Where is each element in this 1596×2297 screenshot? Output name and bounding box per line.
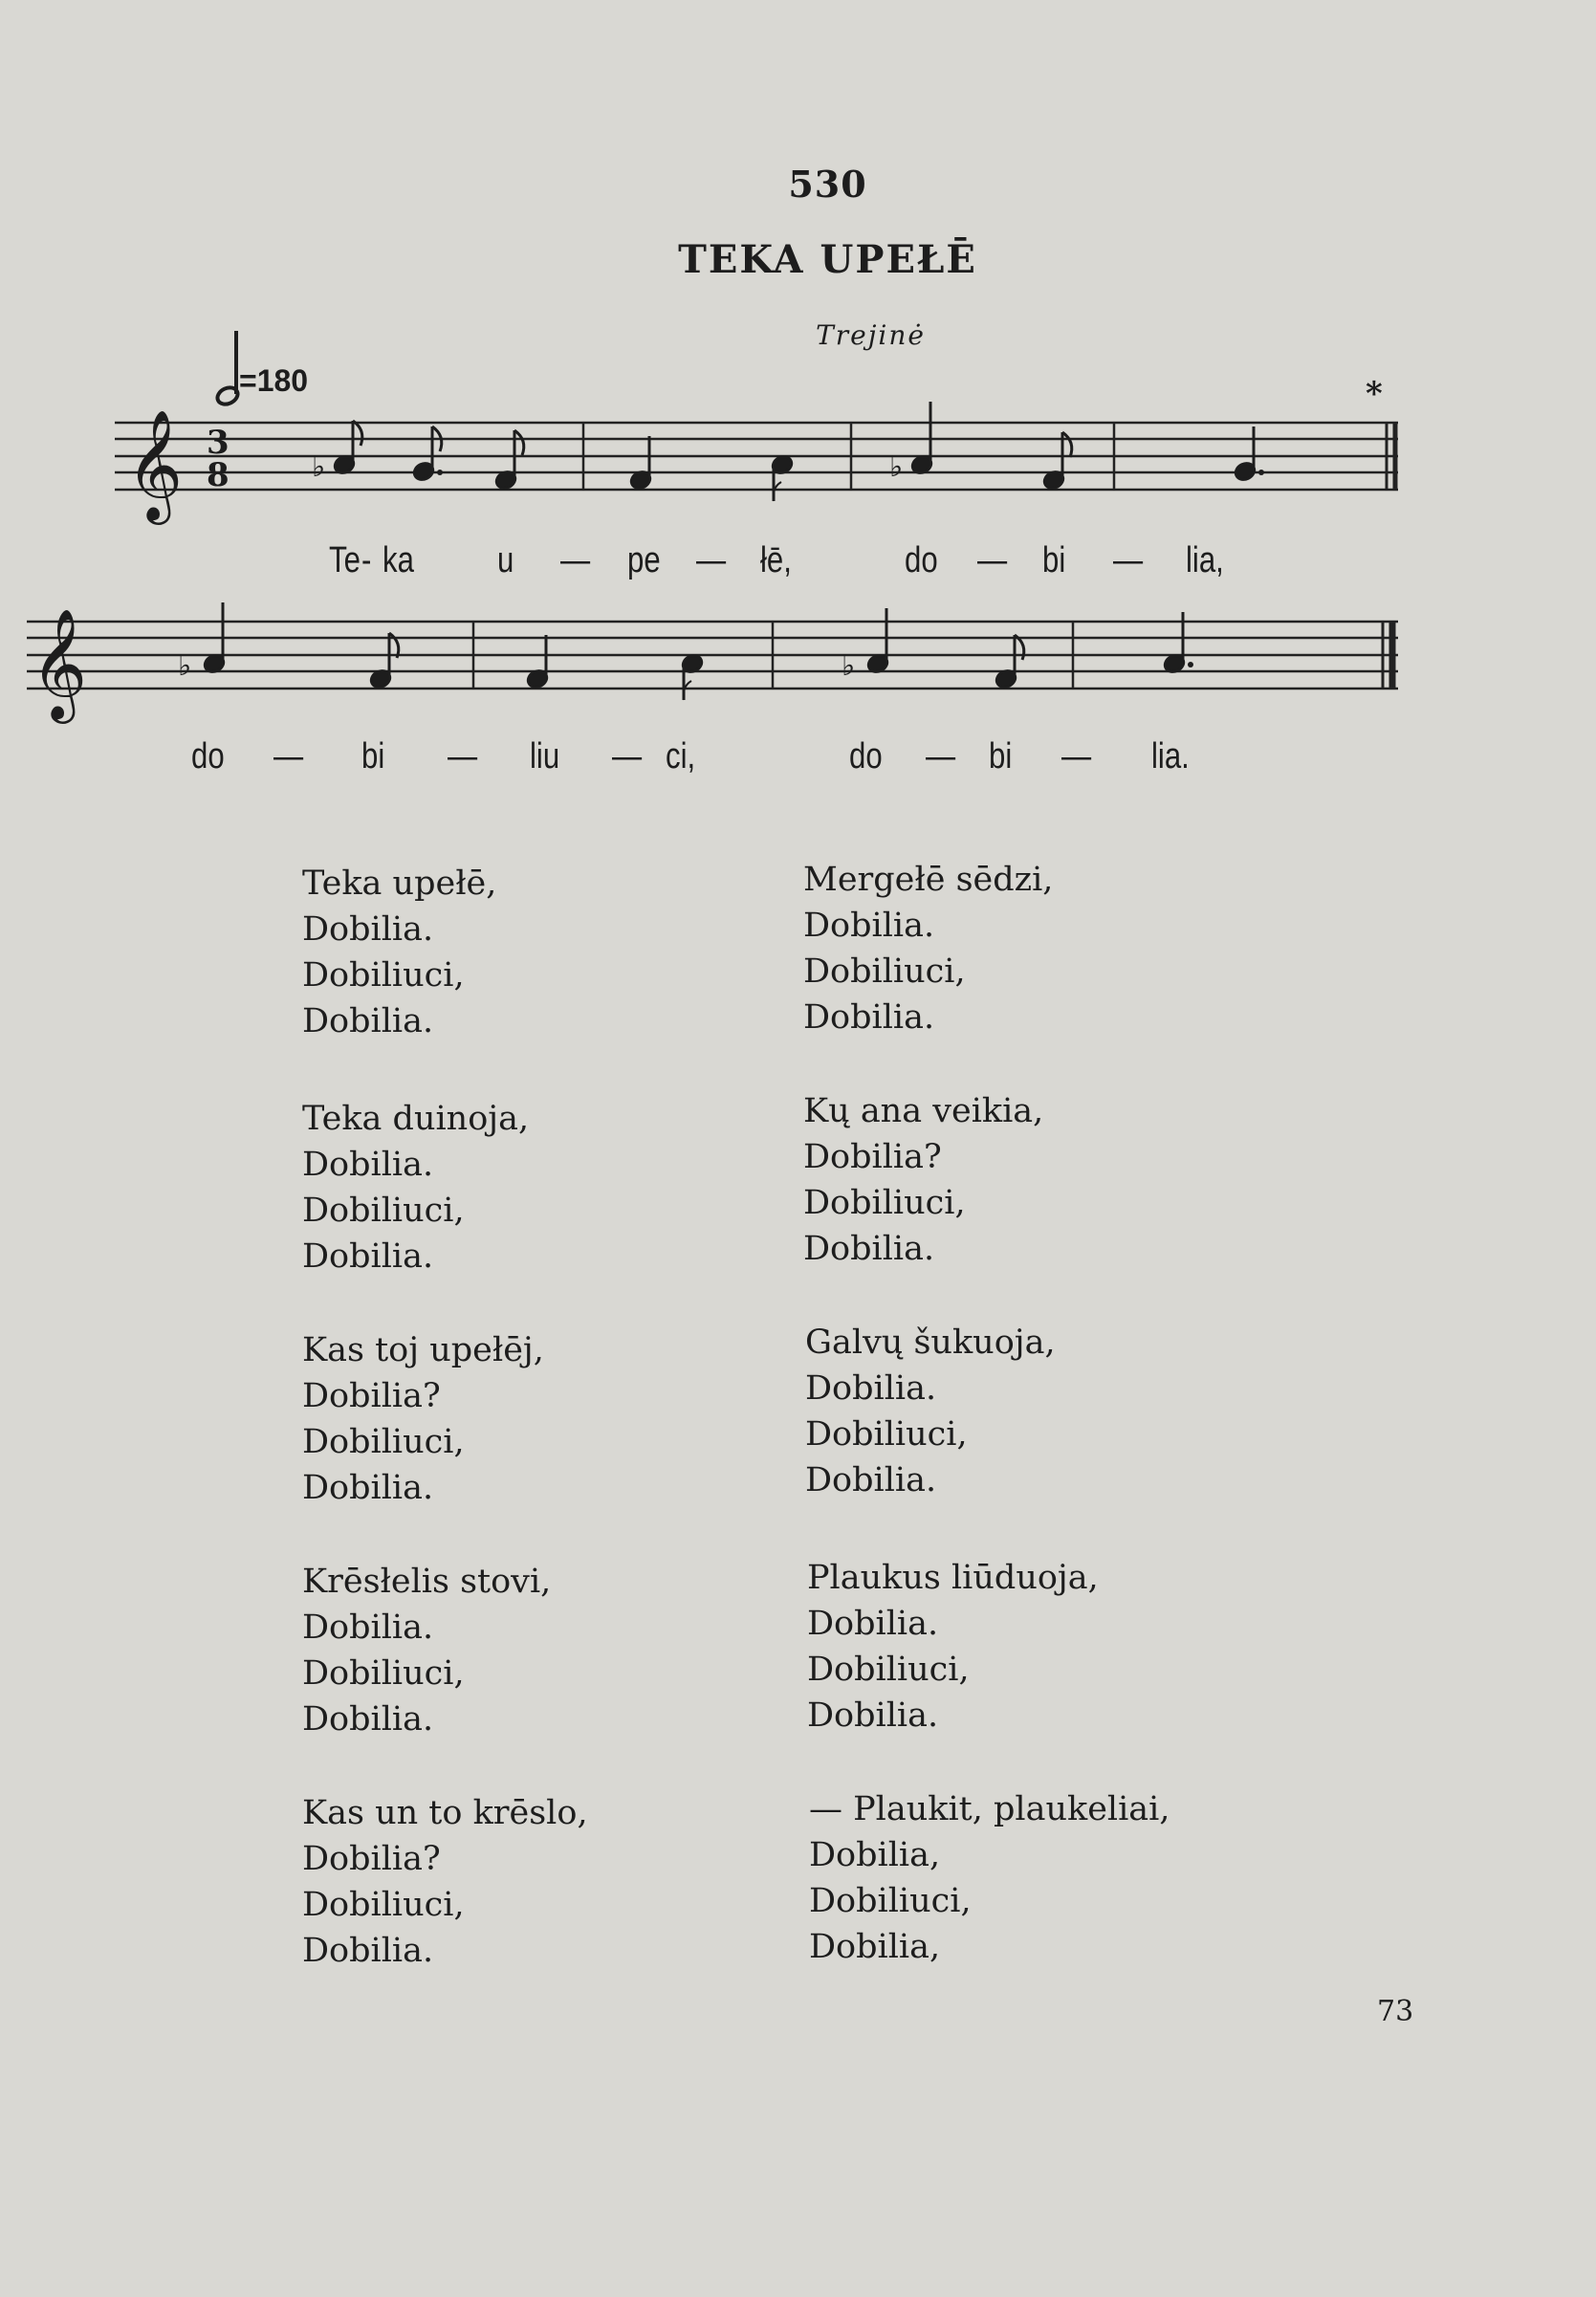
verse-line: Dobilia.: [302, 1146, 434, 1184]
footnote-asterisk: *: [1366, 375, 1383, 413]
staff-line-2: [27, 622, 1398, 689]
verse-line: Dobilia.: [803, 907, 935, 945]
verse-right-1: [803, 857, 1053, 1040]
verse-line: Teka upełē,: [302, 864, 497, 903]
lyric-syllable: bi: [361, 736, 385, 777]
lyric-dash: —: [273, 736, 304, 777]
notes-line-2: [178, 602, 1193, 700]
verse-line: Dobiliuci,: [302, 956, 465, 995]
verse-line: — Plaukit, plaukeliai,: [809, 1790, 1170, 1828]
svg-text:♭: ♭: [889, 450, 904, 484]
verse-line: Dobilia,: [809, 1928, 941, 1966]
verse-line: Galvų šukuoja,: [805, 1324, 1056, 1362]
lyric-dash: —: [977, 540, 1008, 580]
verse-line: Dobiliuci,: [302, 1886, 465, 1924]
verse-right-2: [803, 1088, 1043, 1272]
verse-line: Dobilia.: [302, 1002, 434, 1040]
lyric-syllable: liu: [530, 736, 560, 777]
svg-text:8: 8: [207, 456, 230, 494]
verse-left-3: [302, 1327, 544, 1511]
treble-clef-icon: [126, 408, 183, 525]
staff-line-1: [115, 423, 1398, 490]
verse-line: Kų ana veikia,: [803, 1092, 1044, 1130]
verse-line: Dobilia.: [807, 1696, 939, 1735]
verse-line: Dobilia.: [302, 1932, 434, 1970]
verse-line: Dobilia?: [302, 1840, 441, 1878]
lyric-syllable: do: [191, 736, 225, 777]
verse-line: Mergełē sēdzi,: [803, 861, 1054, 899]
verse-line: Dobiliuci,: [809, 1882, 972, 1920]
verse-line: Dobilia.: [805, 1369, 937, 1408]
verse-line: Dobilia.: [302, 1608, 434, 1647]
time-signature: [207, 424, 230, 494]
lyric-dash: —: [696, 540, 727, 580]
verse-line: Dobilia.: [302, 1469, 434, 1507]
verse-right-4: [807, 1555, 1099, 1739]
verse-line: Krēsłelis stovi,: [302, 1563, 552, 1601]
verse-line: Dobiliuci,: [302, 1654, 465, 1693]
verse-right-5: [809, 1786, 1170, 1970]
verse-line: Dobilia.: [805, 1461, 937, 1499]
verse-right-3: [805, 1320, 1056, 1503]
verse-line: Dobiliuci,: [805, 1415, 968, 1454]
lyric-syllable: ka: [383, 540, 414, 580]
verse-line: Dobilia.: [302, 910, 434, 949]
svg-text:𝄞: 𝄞: [31, 607, 88, 719]
lyric-syllable: bi: [989, 736, 1013, 777]
verse-left-5: [302, 1790, 588, 1974]
verse-left-4: [302, 1559, 551, 1742]
lyric-syllable: pe: [627, 540, 661, 580]
lyric-dash: —: [1061, 736, 1092, 777]
verse-line: Dobilia.: [803, 998, 935, 1037]
lyric-dash: —: [612, 736, 643, 777]
verse-line: Teka duinoja,: [302, 1100, 530, 1138]
lyric-syllable: do: [905, 540, 938, 580]
verse-line: Dobilia,: [809, 1836, 941, 1874]
verse-line: Dobiliuci,: [302, 1192, 465, 1230]
verse-line: Dobiliuci,: [803, 1184, 966, 1222]
lyric-syllable: lia,: [1186, 540, 1224, 580]
song-subtitle: Trejinė: [816, 319, 926, 351]
page-number: 73: [1377, 1995, 1414, 2028]
lyric-hyphen: -: [361, 540, 372, 580]
lyric-syllable: ci,: [666, 736, 696, 777]
verse-line: Dobiliuci,: [302, 1423, 465, 1461]
lyric-dash: —: [560, 540, 591, 580]
lyric-dash: —: [448, 736, 478, 777]
music-notation: [0, 0, 1596, 822]
lyric-syllable: u: [497, 540, 514, 580]
lyric-dash: —: [1113, 540, 1144, 580]
verse-line: Dobilia.: [807, 1605, 939, 1643]
verse-line: Dobilia.: [302, 1237, 434, 1276]
svg-text:♭: ♭: [312, 450, 326, 484]
svg-text:♭: ♭: [178, 649, 192, 683]
verse-line: Dobilia.: [302, 1700, 434, 1739]
lyric-dash: —: [926, 736, 956, 777]
verse-line: Dobilia?: [803, 1138, 942, 1176]
lyric-syllable: łē,: [760, 540, 792, 580]
treble-clef-icon: [31, 607, 87, 724]
svg-text:♭: ♭: [842, 649, 856, 683]
lyric-syllable: do: [849, 736, 883, 777]
verse-line: Dobiliuci,: [803, 952, 966, 991]
song-title: TEKA UPEŁĒ: [678, 237, 977, 282]
verse-left-1: [302, 861, 496, 1044]
notes-line-1: [312, 402, 1264, 501]
verse-line: Kas un to krēslo,: [302, 1794, 588, 1832]
lyric-syllable: bi: [1042, 540, 1066, 580]
verse-line: Dobilia.: [803, 1230, 935, 1268]
lyric-syllable: Te: [329, 540, 361, 580]
verse-line: Kas toj upełēj,: [302, 1331, 544, 1369]
svg-text:𝄞: 𝄞: [126, 408, 184, 520]
song-number: 530: [788, 163, 867, 206]
tempo-marking: =180: [239, 363, 309, 398]
verse-line: Dobiliuci,: [807, 1651, 970, 1689]
verse-line: Dobilia?: [302, 1377, 441, 1415]
lyric-syllable: lia.: [1151, 736, 1190, 777]
svg-text:3: 3: [207, 424, 230, 462]
verse-left-2: [302, 1096, 529, 1280]
verse-line: Plaukus liūduoja,: [807, 1559, 1099, 1597]
